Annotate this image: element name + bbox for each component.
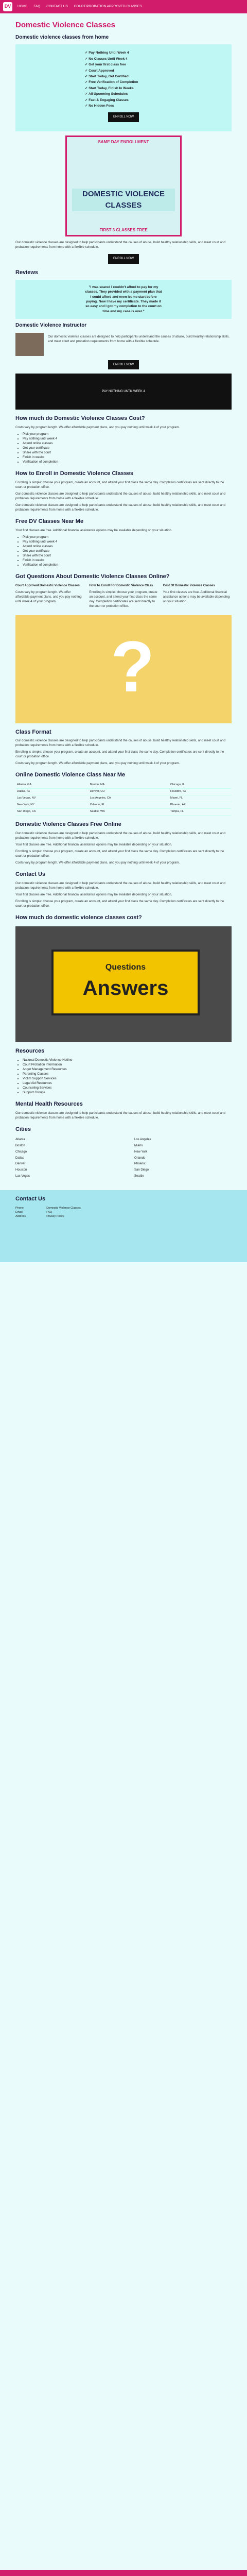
questions-heading: Got Questions About Domestic Violence Classes Online? [15, 573, 170, 580]
table-cell[interactable]: New York, NY [15, 802, 89, 809]
list-item: • Pick your program [23, 535, 232, 540]
hero-image [65, 135, 182, 236]
resource-link[interactable]: • Anger Management Resources [23, 1067, 232, 1072]
list-item: • Verification of completion [23, 460, 232, 465]
footer-link[interactable]: Privacy Policy [46, 1215, 64, 1218]
footer-columns [15, 1207, 232, 1219]
nav-home[interactable]: HOME [17, 5, 28, 9]
table-cell[interactable]: Seattle, WA [89, 809, 169, 816]
list-item: • Share with the court [23, 554, 232, 558]
site-logo[interactable]: DV [3, 2, 12, 11]
sign-line-1: Questions [105, 963, 146, 972]
footer-col-2 [46, 1207, 81, 1219]
instructor-bio: Our domestic violence classes are designed to help participants understand the causes of abuse, build healthy relationship skills, and meet court and probation requirements from home with a flexible schedule. [48, 334, 230, 343]
contact-heading: Contact Us [15, 871, 46, 877]
free-online-text: Our domestic violence classes are designed to help participants understand the causes of abuse, build healthy relationship skills, and meet court and probation requirements from home with a flexible schedule. [15, 832, 225, 840]
free-heading: Free DV Classes Near Me [15, 518, 84, 525]
faq-text: Costs vary by program length. We offer affordable payment plans, and you pay nothing until week 4 of your program. [15, 590, 82, 603]
enroll-text: Enrolling is simple: choose your program, create an account, and attend your first class the same day. Completion certificates are sent directly to the court or probation office. [15, 481, 224, 489]
list-item: • Get your certificate [23, 446, 232, 451]
footer-link[interactable]: FAQ [46, 1211, 52, 1214]
city-link[interactable]: Boston [15, 1144, 25, 1148]
resource-link[interactable]: • Legal Aid Resources [23, 1081, 232, 1086]
hero-bullet: ✓ Free Verification of Completion [85, 80, 138, 84]
free-online-text-3: Enrolling is simple: choose your program, create an account, and attend your first class the same day. Completion certificates are sent directly to the court or probation office. [15, 850, 224, 858]
list-item: • Verification of completion [23, 563, 232, 568]
answers-sign [51, 950, 200, 1015]
hero-bullet: ✓ Pay Nothing Until Week 4 [85, 51, 129, 55]
free-online-text-4: Costs vary by program length. We offer affordable payment plans, and you pay nothing until week 4 of your program. [15, 861, 180, 865]
review-quote: "I was scared I couldn't afford to pay for my classes. They provided with a payment plan that I could afford and even let me start before paying. Now I have my certificate. They made it so easy and I got my completion to the court on time and my case is over." [85, 285, 162, 313]
enroll-now-button-2[interactable]: ENROLL NOW [108, 254, 139, 264]
resource-link[interactable]: • National Domestic Violence Hotline [23, 1058, 232, 1063]
table-row [15, 802, 232, 809]
hero-bullet: ✓ Start Today, Get Certified [85, 74, 129, 78]
footer-col-1 [15, 1207, 26, 1219]
footer-link[interactable]: Email [15, 1211, 23, 1214]
hero-bullet: ✓ No Hidden Fees [85, 104, 114, 108]
enroll-text-3: Our domestic violence classes are designed to help participants understand the causes of abuse, build healthy relationship skills, and meet court and probation requirements from home with a flexible schedule. [15, 503, 225, 512]
format-text: Our domestic violence classes are designed to help participants understand the causes of abuse, build healthy relationship skills, and meet court and probation requirements from home with a flexible schedule. [15, 739, 225, 748]
city-link[interactable]: Dallas [15, 1156, 24, 1160]
enroll-heading: How to Enroll in Domestic Violence Classes [15, 470, 134, 477]
faq-column [163, 584, 232, 611]
hero-image-title: DOMESTIC VIOLENCE CLASSES [72, 189, 175, 211]
format-text-3: Costs vary by program length. We offer affordable payment plans, and you pay nothing until week 4 of your program. [15, 761, 180, 766]
faq-text: Your first classes are free. Additional financial assistance options may be available depending on your situation. [163, 590, 230, 603]
cost-heading: How much do Domestic Violence Classes Cost? [15, 415, 145, 422]
resource-link[interactable]: • Victim Support Services [23, 1077, 232, 1081]
resource-link[interactable]: • Support Groups [23, 1091, 232, 1095]
resource-link[interactable]: • Parenting Classes [23, 1072, 232, 1077]
table-cell[interactable]: Phoenix, AZ [169, 802, 232, 809]
list-item: • Pay nothing until week 4 [23, 540, 232, 545]
list-item: • Pay nothing until week 4 [23, 437, 232, 442]
table-cell[interactable]: Atlanta, GA [15, 782, 89, 788]
cost-text: Costs vary by program length. We offer affordable payment plans, and you pay nothing until week 4 of your program. [15, 426, 180, 430]
hero-panel [15, 44, 232, 131]
faq-columns [15, 584, 232, 611]
table-row [15, 782, 232, 788]
table-cell[interactable]: Boston, MA [89, 782, 169, 788]
table-cell[interactable]: San Diego, CA [15, 809, 89, 816]
table-cell[interactable]: Dallas, TX [15, 789, 89, 795]
city-link[interactable]: Atlanta [15, 1138, 25, 1142]
mental-heading: Mental Health Resources [15, 1100, 83, 1107]
hero-bullet: ✓ Get your first class free [85, 63, 126, 67]
table-row [15, 789, 232, 795]
format-text-2: Enrolling is simple: choose your program, create an account, and attend your first class the same day. Completion certificates are sent directly to the court or probation office. [15, 750, 224, 759]
table-cell[interactable]: Los Angeles, CA [89, 795, 169, 802]
faq-title[interactable]: Cost Of Domestic Violence Classes [163, 584, 215, 587]
enroll-now-button[interactable]: ENROLL NOW [108, 112, 139, 122]
mental-text: Our domestic violence classes are designed to help participants understand the causes of abuse, build healthy relationship skills, and meet court and probation requirements from home with a flexible schedule. [15, 1111, 225, 1120]
hero-bullets [85, 50, 162, 108]
top-navigation-bar [0, 0, 247, 13]
locations-table [15, 782, 232, 816]
city-link[interactable]: Denver [15, 1162, 26, 1166]
city-link[interactable]: Las Vegas [15, 1174, 30, 1178]
online-near-heading: Online Domestic Violence Class Near Me [15, 772, 126, 778]
page-title: Domestic Violence Classes [15, 21, 115, 29]
enroll-text-2: Our domestic violence classes are designed to help participants understand the causes of abuse, build healthy relationship skills, and meet court and probation requirements from home with a flexible schedule. [15, 492, 225, 501]
list-item: • Share with the court [23, 451, 232, 455]
footer-link[interactable]: Address [15, 1215, 26, 1218]
nav-contact[interactable]: CONTACT US [46, 5, 68, 9]
enroll-list [23, 432, 232, 465]
city-link[interactable]: Los Angeles [134, 1138, 151, 1142]
cities-column-right [134, 1136, 232, 1180]
instructor-label: Domestic Violence Instructor [15, 323, 87, 329]
resources-list [23, 1058, 232, 1095]
city-link[interactable]: Houston [15, 1168, 27, 1172]
cities-column-left [15, 1136, 113, 1180]
table-cell[interactable]: Tampa, FL [169, 809, 232, 816]
table-cell[interactable]: Houston, TX [169, 789, 232, 795]
free-list [23, 535, 232, 568]
cost-heading-2: How much do domestic violence classes cost? [15, 914, 142, 921]
enroll-now-button-3[interactable]: ENROLL NOW [108, 360, 139, 370]
table-cell[interactable]: Chicago, IL [169, 782, 232, 788]
hero-bullet: ✓ No Classes Until Week 4 [85, 57, 128, 61]
bottom-bar [0, 2570, 247, 2576]
intro-text: Our domestic violence classes are designed to help participants understand the causes of abuse, build healthy relationship skills, and meet court and probation requirements from home with a flexible schedule. [15, 241, 225, 249]
table-cell[interactable]: Orlando, FL [89, 802, 169, 809]
table-cell[interactable]: Miami, FL [169, 795, 232, 802]
hero-bullet: ✓ Fast & Engaging Classes [85, 98, 129, 102]
list-item: • Finish in weeks [23, 558, 232, 563]
instructor-row [15, 333, 232, 356]
list-item: • Get your certificate [23, 549, 232, 554]
faq-column [89, 584, 157, 611]
hero-bullet: ✓ Court Approved [85, 69, 114, 73]
main-nav [17, 4, 147, 9]
city-link[interactable]: Seattle [134, 1174, 144, 1178]
footer-link[interactable]: Phone [15, 1207, 24, 1210]
instructor-photo [15, 333, 44, 356]
city-link[interactable]: Miami [134, 1144, 143, 1148]
city-link[interactable]: San Diego [134, 1168, 149, 1172]
table-row [15, 809, 232, 816]
free-online-text-2: Your first classes are free. Additional financial assistance options may be available depending on your situation. [15, 843, 172, 847]
table-cell[interactable]: Las Vegas, NV [15, 795, 89, 802]
list-item: • Attend online classes [23, 545, 232, 549]
resources-heading: Resources [15, 1047, 45, 1054]
promo-video[interactable]: PAY NOTHING UNTIL WEEK 4 [15, 374, 232, 410]
question-mark-icon: ? [111, 625, 155, 707]
contact-text-3: Enrolling is simple: choose your program, create an account, and attend your first class the same day. Completion certificates are sent directly to the court or probation office. [15, 899, 224, 908]
city-link[interactable]: Phoenix [134, 1162, 146, 1166]
list-item: • Finish in weeks [23, 455, 232, 460]
hero-bullet: ✓ All Upcoming Schedules [85, 92, 128, 96]
city-link[interactable]: Chicago [15, 1150, 27, 1154]
free-online-heading: Domestic Violence Classes Free Online [15, 821, 121, 828]
table-row [15, 795, 232, 802]
format-heading: Class Format [15, 728, 51, 735]
hero-subtitle: Domestic violence classes from home [15, 34, 109, 40]
review-panel [15, 280, 232, 319]
cities-list [15, 1136, 232, 1180]
list-item: • Attend online classes [23, 442, 232, 446]
question-mark-image [15, 615, 232, 723]
answers-image [15, 926, 232, 1042]
faq-title[interactable]: How To Enroll For Domestic Violence Class [89, 584, 153, 587]
table-cell[interactable]: Denver, CO [89, 789, 169, 795]
faq-column [15, 584, 84, 611]
nav-classes[interactable]: COURT/PROBATION APPROVED CLASSES [74, 5, 142, 9]
hero-image-bottom: FIRST 3 CLASSES FREE [99, 227, 148, 232]
city-link[interactable]: New York [134, 1150, 148, 1154]
free-text: Your first classes are free. Additional financial assistance options may be available depending on your situation. [15, 529, 172, 533]
hero-bullet: ✓ Start Today, Finish In Weeks [85, 86, 134, 90]
resource-link[interactable]: • Court Probation Information [23, 1063, 232, 1067]
list-item: • Pick your program [23, 432, 232, 437]
contact-text: Our domestic violence classes are designed to help participants understand the causes of abuse, build healthy relationship skills, and meet court and probation requirements from home with a flexible schedule. [15, 881, 225, 890]
contact-text-2: Your first classes are free. Additional financial assistance options may be available depending on your situation. [15, 892, 172, 896]
footer-heading: Contact Us [15, 1196, 46, 1202]
sign-line-2: Answers [82, 977, 169, 1000]
faq-title[interactable]: Court Approved Domestic Violence Classes [15, 584, 80, 587]
faq-text: Enrolling is simple: choose your program, create an account, and attend your first class the same day. Completion certificates are sent directly to the court or probation office. [89, 590, 157, 608]
city-link[interactable]: Orlando [134, 1156, 146, 1160]
reviews-heading: Reviews [15, 269, 39, 276]
footer [0, 1190, 247, 1262]
footer-link[interactable]: Domestic Violence Classes [46, 1207, 81, 1210]
cities-heading: Cities [15, 1126, 31, 1132]
nav-faq[interactable]: FAQ [33, 5, 41, 9]
resource-link[interactable]: • Counseling Services [23, 1086, 232, 1091]
hero-image-top: SAME DAY ENROLLMENT [98, 140, 149, 145]
